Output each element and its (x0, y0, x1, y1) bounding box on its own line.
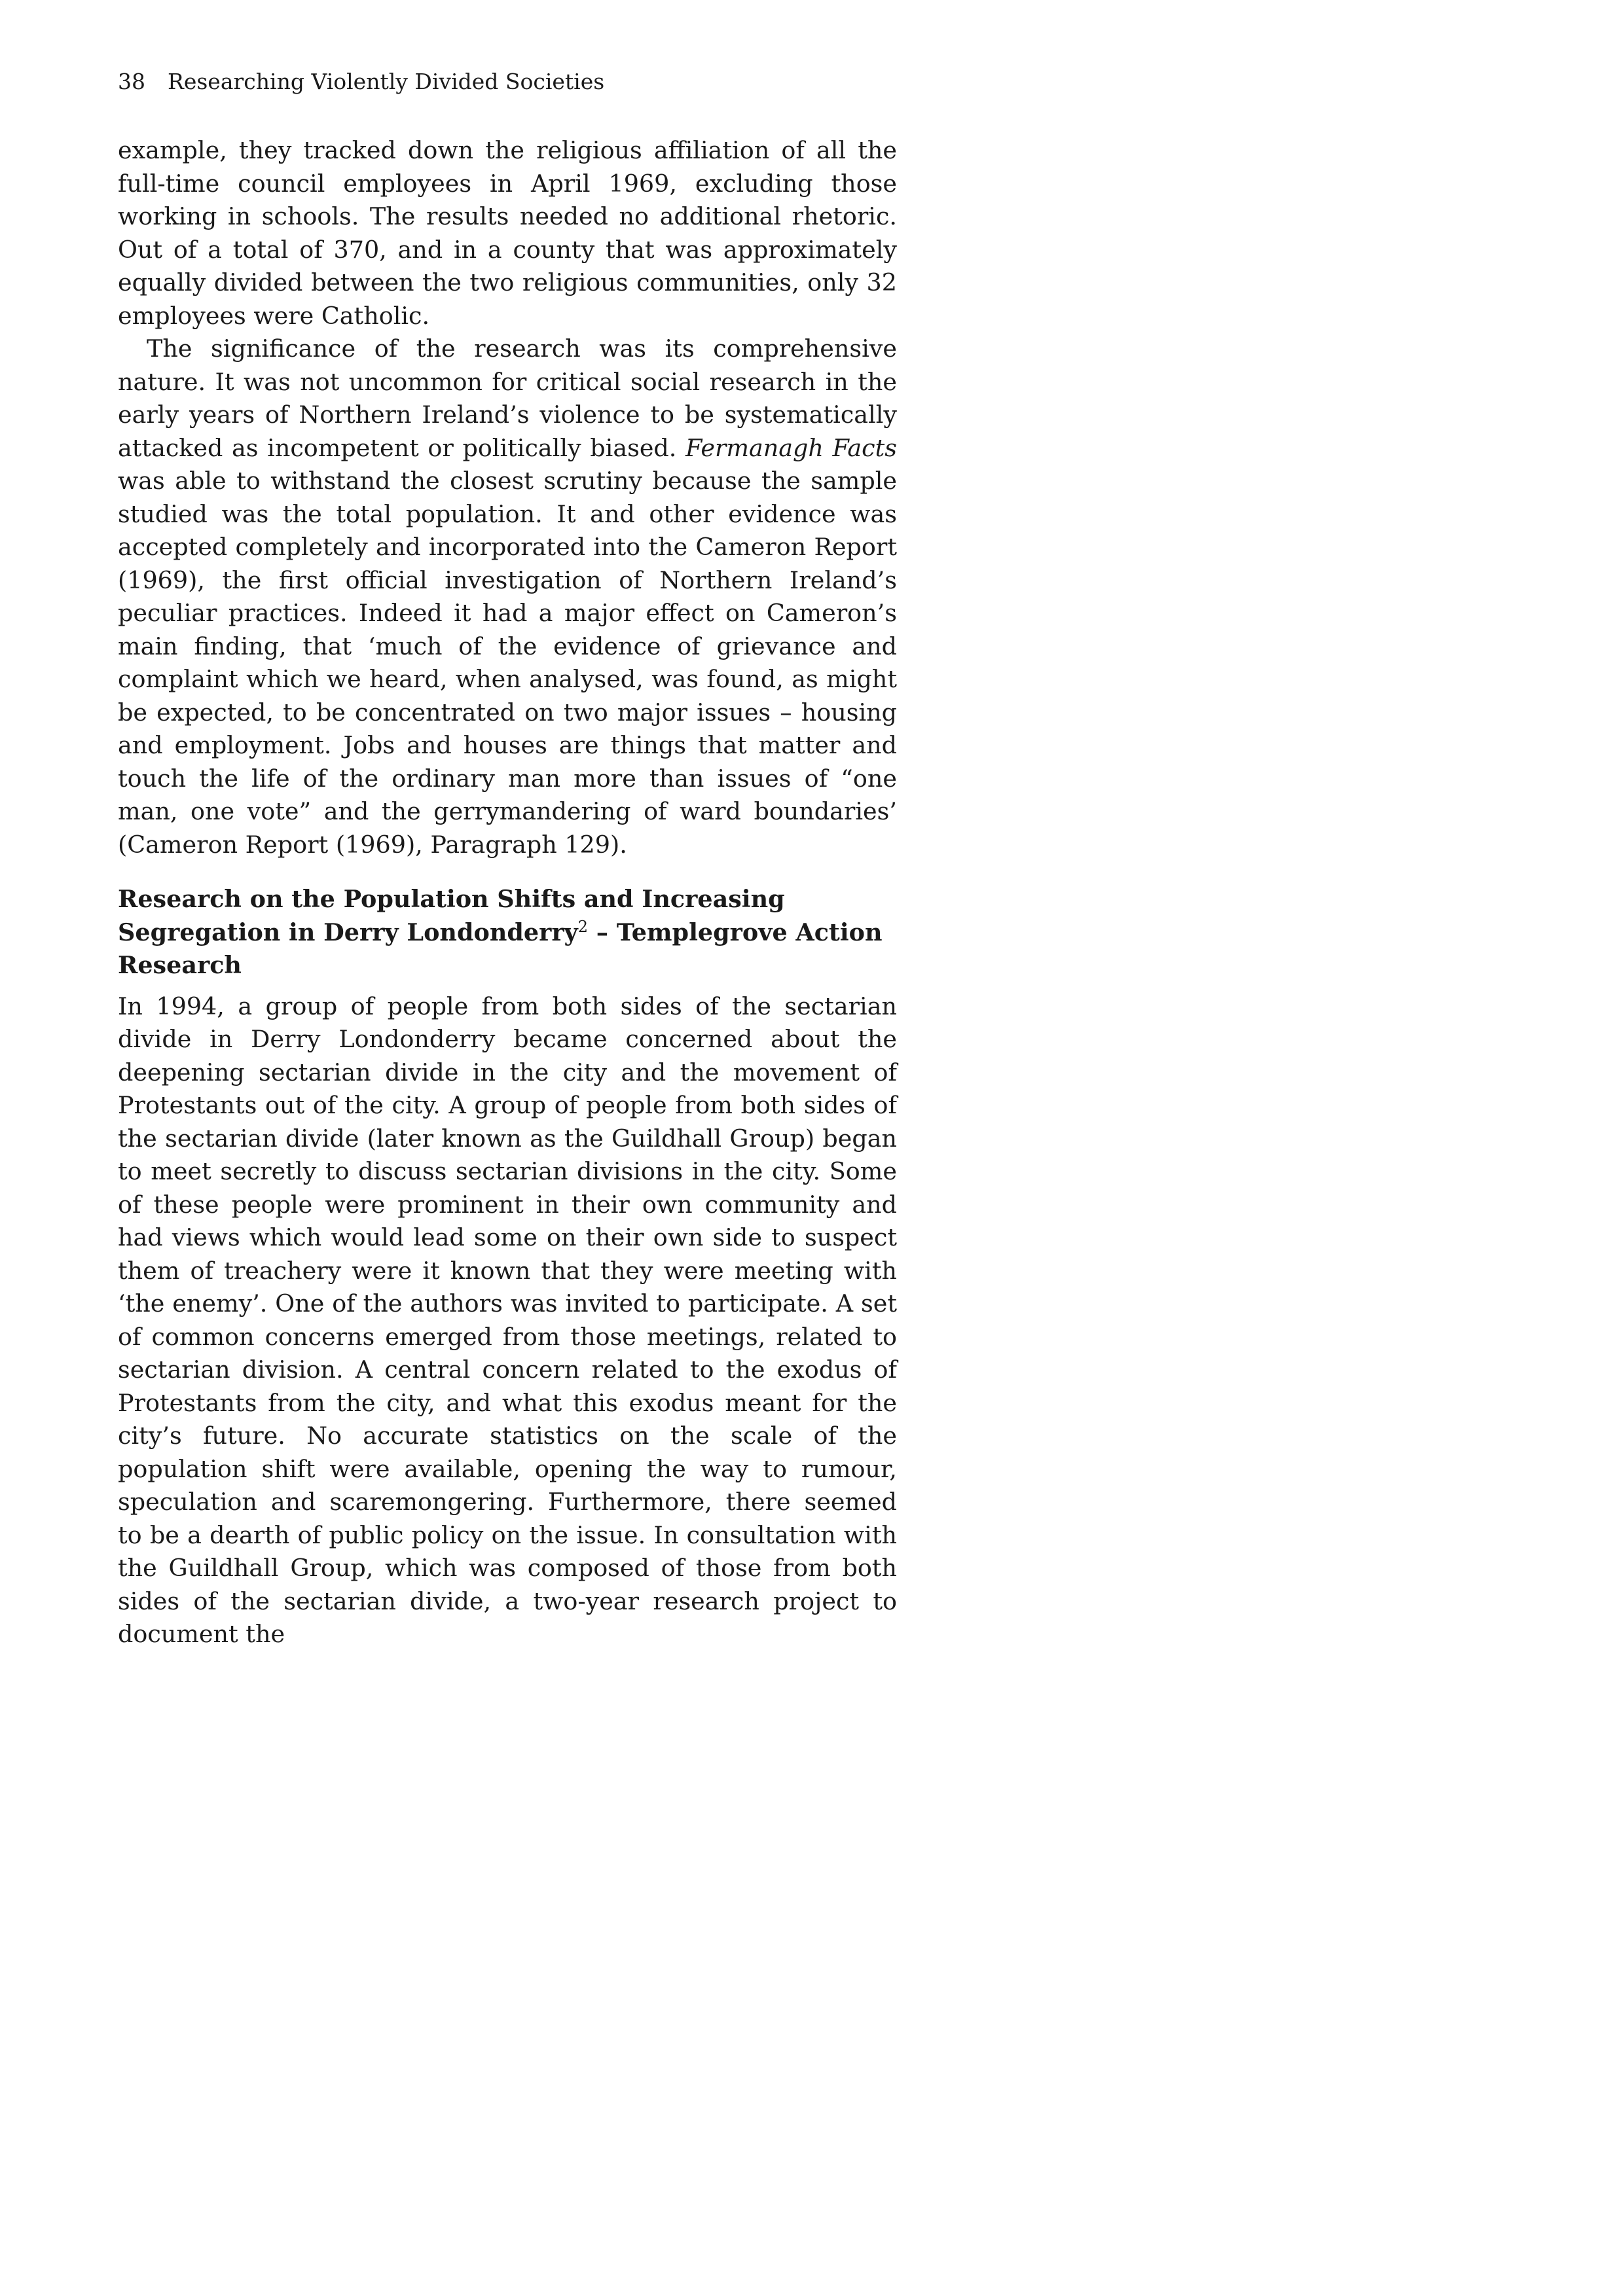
page-number: 38 (118, 69, 145, 94)
section-heading (118, 883, 897, 982)
book-title: Researching Violently Divided Societies (168, 69, 605, 94)
footnote-marker: 2 (577, 917, 589, 936)
paragraph-continued: example, they tracked down the religious affiliation of all the full-time council employees in April 1969, excluding those working in schools. The results needed no additional rhetoric. Out of a total of 370, and in a county that was approximately equally divided between the two religious communities, only 32 employees were Catholic. (118, 136, 897, 330)
running-head (118, 65, 604, 98)
paragraph-text: The significance of the research was its comprehensive nature. It was not uncommon for critical social research in the early years of Northern Ireland’s violence to be systematically attacked as incompetent or politically biased. (118, 334, 897, 462)
body-text (118, 134, 897, 1651)
paragraph-templegrove: In 1994, a group of people from both sides of the sectarian divide in Derry Londonderry became concerned about the deepening sectarian divide in the city and the movement of Protestants out of the city. A group of people from both sides of the sectarian divide (later known as the Guildhall Group) began to meet secretly to discuss sectarian divisions in the city. Some of these people were prominent in their own community and had views which would lead some on their own side to suspect them of treachery were it known that they were meeting with ‘the enemy’. One of the authors was invited to participate. A set of common concerns emerged from those meetings, related to sectarian division. A central concern related to the exodus of Protestants from the city, and what this exodus meant for the city’s future. No accurate statistics on the scale of the population shift were available, opening the way to rumour, speculation and scaremongering. Furthermore, there seemed to be a dearth of public policy on the issue. In consultation with the Guildhall Group, which was composed of those from both sides of the sectarian divide, a two-year research project to document the (118, 992, 897, 1648)
paragraph-significance (118, 332, 897, 861)
heading-text: Research on the Population Shifts and Increasing Segregation in Derry Londonderry (118, 885, 785, 946)
italic-title-fermanagh-facts: Fermanagh Facts (685, 433, 897, 462)
heading-text: – Templegrove Action Research (118, 918, 883, 979)
paragraph-text: was able to withstand the closest scrutiny because the sample studied was the total population. It and other evidence was accepted completely and incorporated into the Cameron Report (1969), the first official investigation of Northern Ireland’s peculiar practices. Indeed it had a major effect on Cameron’s main finding, that ‘much of the evidence of grievance and complaint which we heard, when analysed, was found, as might be expected, to be concentrated on two major issues – housing and employment. Jobs and houses are things that matter and touch the life of the ordinary man more than issues of “one man, one vote” and the gerrymandering of ward boundaries’ (Cameron Report (1969), Paragraph 129). (118, 467, 897, 859)
